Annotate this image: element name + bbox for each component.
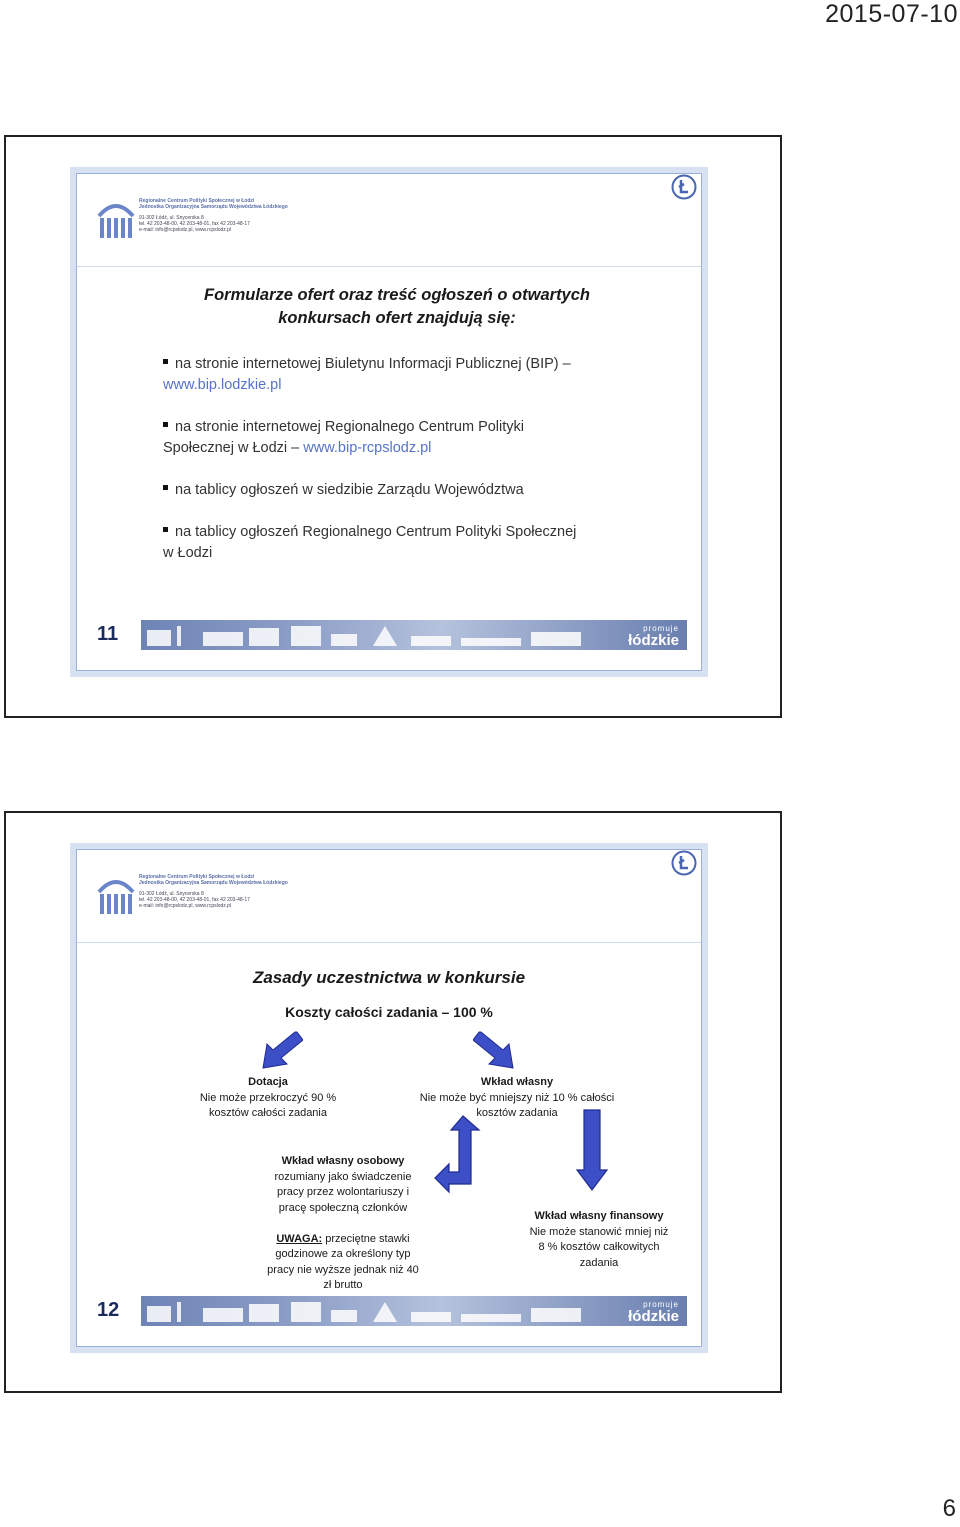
header-email-line: e-mail: info@rcpslodz.pl, www.rcpslodz.pl	[139, 903, 232, 909]
lodzkie-brand	[628, 624, 679, 648]
bullet-square-icon	[163, 527, 168, 532]
finansowy-title: Wkład własny finansowy	[534, 1210, 664, 1222]
finansowy-line3: zadania	[579, 1256, 619, 1269]
slide-11	[76, 173, 702, 671]
footer-banner	[141, 620, 687, 650]
header-address	[139, 874, 288, 909]
slide-11-title-line1: Formularze ofert oraz treść ogłoszeń o otwartych	[204, 286, 590, 304]
header-phone-line: tel. 42 203-48-00, 42 203-48-01, fax 42 203-48-17	[139, 221, 250, 227]
uwaga-label: UWAGA:	[276, 1232, 323, 1245]
bullet-rcps-site	[163, 417, 633, 459]
bullet-bip	[163, 354, 633, 396]
slide-header	[77, 174, 701, 267]
bullet-square-icon	[163, 359, 168, 364]
bullet-text: na tablicy ogłoszeń w siedzibie Zarządu Województwa	[175, 482, 524, 498]
header-org-line1: Regionalne Centrum Polityki Społecznej w Łodzi	[139, 198, 255, 204]
slide-number: 12	[97, 1299, 120, 1321]
header-address-line: 91-302 Łódź, ul. Snycerska 8	[139, 891, 204, 897]
arrow-down-icon	[575, 1108, 609, 1192]
slide-number: 11	[97, 623, 119, 645]
osobowy-title: Wkład własny osobowy	[281, 1155, 405, 1167]
bullet-square-icon	[163, 485, 168, 490]
osobowy-note2: godzinowe za określony typ	[275, 1248, 411, 1260]
skyline-illustration	[141, 620, 687, 650]
lodz-emblem-icon	[671, 850, 697, 876]
header-email-line: e-mail: info@rcpslodz.pl, www.rcpslodz.pl	[139, 227, 232, 233]
bullet-text-cont: Społecznej w Łodzi –	[163, 440, 300, 456]
brand-small: promuje	[643, 1300, 679, 1309]
page-number: 6	[942, 1495, 956, 1522]
finansowy-line1: Nie może stanowić mniej niż	[529, 1225, 669, 1238]
link-bip-rcpslodz[interactable]: www.bip-rcpslodz.pl	[303, 440, 432, 456]
wklad-line1: Nie może być mniejszy niż 10 % całości	[419, 1091, 615, 1104]
slide-12-subtitle: Koszty całości zadania – 100 %	[285, 1004, 493, 1020]
header-address-line: 91-302 Łódź, ul. Snycerska 8	[139, 215, 204, 221]
slide-11-title-line2: konkursach ofert znajdują się:	[278, 309, 516, 327]
arrow-down-left-icon	[259, 1030, 303, 1070]
dotacja-box	[173, 1075, 363, 1122]
bullet-square-icon	[163, 422, 168, 427]
arrow-bent-left-icon	[433, 1114, 485, 1194]
wklad-osobowy-box	[263, 1154, 423, 1294]
dotacja-title: Dotacja	[248, 1076, 288, 1088]
page-date: 2015-07-10	[825, 0, 958, 28]
slide-11-title	[117, 284, 677, 330]
osobowy-note1: przeciętne stawki	[322, 1232, 410, 1245]
bullet-text: na stronie internetowej Regionalnego Centrum Polityki	[175, 419, 524, 435]
header-org-line2: Jednostka Organizacyjna Samorządu Województwa Łódzkiego	[139, 880, 288, 886]
rcps-logo-icon	[97, 196, 135, 242]
link-bip-lodzkie[interactable]: www.bip.lodzkie.pl	[163, 377, 282, 393]
slide-11-bullets	[163, 354, 633, 585]
wklad-finansowy-box	[519, 1209, 679, 1271]
osobowy-note3: pracy nie wyższe jednak niż 40	[267, 1263, 419, 1276]
osobowy-line1: rozumiany jako świadczenie	[274, 1170, 412, 1183]
brand-big: łódzkie	[628, 632, 679, 649]
bullet-text: na stronie internetowej Biuletynu Informacji Publicznej (BIP) –	[175, 356, 571, 372]
footer-banner	[141, 1296, 687, 1326]
rcps-logo-icon	[97, 872, 135, 918]
bullet-rcps-board	[163, 522, 633, 564]
osobowy-note4: zł brutto	[323, 1279, 363, 1291]
header-address	[139, 198, 288, 233]
header-org-line1: Regionalne Centrum Polityki Społecznej w Łodzi	[139, 874, 255, 880]
header-org-line2: Jednostka Organizacyjna Samorządu Województwa Łódzkiego	[139, 204, 288, 210]
slide-12-frame	[4, 811, 782, 1393]
slide-12-title: Zasady uczestnictwa w konkursie	[252, 968, 526, 987]
osobowy-line3: pracę społeczną członków	[278, 1201, 408, 1214]
osobowy-line2: pracy przez wolontariuszy i	[276, 1186, 410, 1198]
bullet-text: na tablicy ogłoszeń Regionalnego Centrum Polityki Społecznej	[175, 524, 577, 540]
header-phone-line: tel. 42 203-48-00, 42 203-48-01, fax 42 203-48-17	[139, 897, 250, 903]
wklad-title: Wkład własny	[480, 1076, 554, 1088]
bullet-text-cont: w Łodzi	[163, 545, 213, 561]
finansowy-line2: 8 % kosztów całkowitych	[538, 1241, 660, 1253]
slide-11-frame	[4, 135, 782, 718]
lodzkie-brand	[628, 1300, 679, 1324]
brand-small: promuje	[643, 624, 679, 633]
wklad-line2: kosztów zadania	[476, 1107, 558, 1119]
slide-header	[77, 850, 701, 943]
dotacja-line2: kosztów całości zadania	[208, 1107, 327, 1119]
arrow-down-right-icon	[473, 1030, 517, 1070]
bullet-zarzad-board	[163, 480, 633, 501]
slide-12	[76, 849, 702, 1347]
lodz-emblem-icon	[671, 174, 697, 200]
skyline-illustration	[141, 1296, 687, 1326]
brand-big: łódzkie	[628, 1308, 679, 1325]
dotacja-line1: Nie może przekroczyć 90 %	[199, 1091, 337, 1104]
